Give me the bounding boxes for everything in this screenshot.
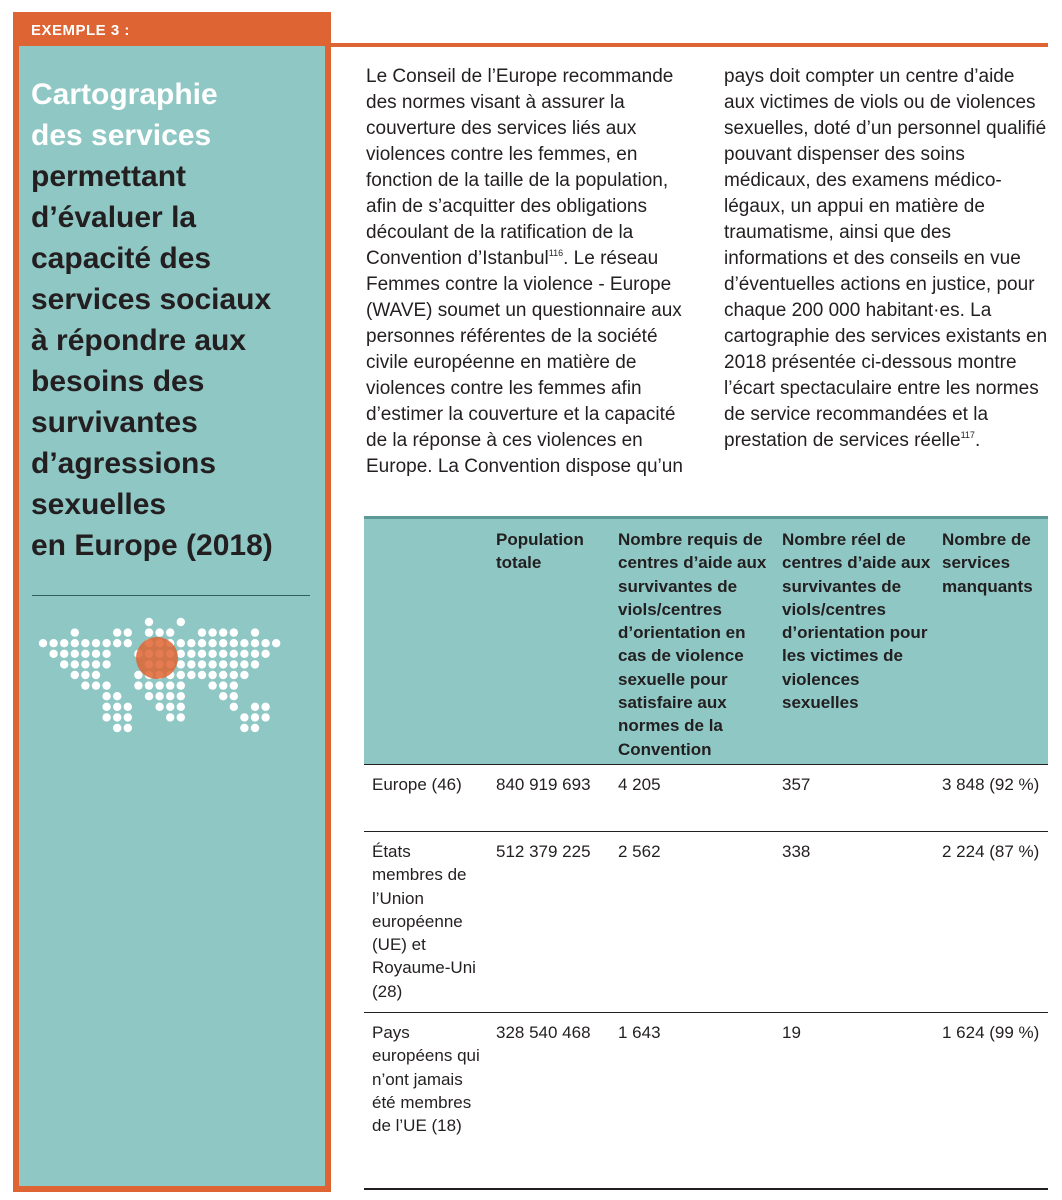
map-dot	[81, 660, 89, 668]
map-dot	[155, 628, 163, 636]
map-dot	[60, 639, 68, 647]
map-dot	[198, 660, 206, 668]
map-dot	[81, 671, 89, 679]
map-dot	[261, 703, 269, 711]
map-dot	[166, 692, 174, 700]
map-dot	[71, 671, 79, 679]
map-dot	[145, 628, 153, 636]
map-dot	[124, 713, 132, 721]
map-dot	[177, 618, 185, 626]
map-dot	[81, 639, 89, 647]
map-dot	[261, 639, 269, 647]
map-dot	[102, 703, 110, 711]
europe-highlight	[136, 637, 178, 679]
title-line: capacité des	[31, 242, 212, 275]
map-dot	[177, 660, 185, 668]
cell-required: 2 562	[618, 842, 661, 861]
map-dot	[251, 639, 259, 647]
map-dot	[113, 692, 121, 700]
map-dot	[39, 639, 47, 647]
body-text: . Le réseau Femmes contre la violence - Europe (WAVE) soumet un questionnaire aux personnes référentes de la société civile européenne en matière de violences contre les femmes afin d’estimer la couverture et la capacité de la réponse à ces violences en Europe. La Convention dispose qu’un	[366, 248, 683, 477]
map-dot	[208, 681, 216, 689]
cell-actual: 19	[782, 1023, 801, 1042]
map-dot	[102, 650, 110, 658]
map-dot	[251, 660, 259, 668]
cell-required: 4 205	[618, 775, 661, 794]
map-dot	[230, 660, 238, 668]
cell-population: 328 540 468	[496, 1023, 591, 1042]
map-dot	[230, 703, 238, 711]
map-dot	[251, 724, 259, 732]
cell-region: Europe (46)	[372, 775, 462, 794]
map-dot	[166, 713, 174, 721]
map-dot	[113, 713, 121, 721]
map-dot	[71, 650, 79, 658]
table-row	[364, 831, 1048, 1012]
map-dot	[251, 713, 259, 721]
map-dot	[187, 639, 195, 647]
map-dot	[145, 681, 153, 689]
map-dot	[113, 639, 121, 647]
map-dot	[230, 650, 238, 658]
map-dot	[49, 639, 57, 647]
map-dot	[240, 713, 248, 721]
body-text: Le Conseil de l’Europe recommande des normes visant à assurer la couverture des services liés aux violences contre les femmes, en fonction de la taille de la population, afin de s’acquitter des obligations découlant de la ratification de la Convention d’Istanbul	[366, 66, 674, 269]
map-dot	[187, 660, 195, 668]
map-dot	[251, 703, 259, 711]
map-dot	[177, 639, 185, 647]
map-dot	[177, 692, 185, 700]
map-dot	[92, 681, 100, 689]
map-dot	[71, 639, 79, 647]
example-tab	[13, 12, 331, 46]
map-dot	[230, 671, 238, 679]
map-dot	[251, 628, 259, 636]
example-tab-label: EXEMPLE 3 :	[31, 22, 130, 39]
title-line: besoins des	[31, 365, 205, 398]
title-line: d’évaluer la	[31, 201, 197, 234]
map-dot	[134, 671, 142, 679]
map-dot	[145, 618, 153, 626]
map-dot	[240, 724, 248, 732]
body-text: pays doit compter un centre d’aide aux victimes de viols ou de violences sexuelles, doté d’un personnel qualifié pouvant dispenser des soins médicaux, des examens médico-légaux, un appui en matière de traumatisme, ainsi que des informations et des conseils en vue d’éventuelles actions en justice, pour chaque 200 000 habitant·es. La cartographie des services existants en 2018 présentée ci-dessous montre l’écart spectaculaire entre les normes de service recommandées et la prestation de services réelle	[724, 66, 1048, 451]
title-line: des services	[31, 119, 212, 152]
map-dot	[113, 628, 121, 636]
sidebar-divider	[32, 595, 310, 596]
map-dot	[92, 639, 100, 647]
title-line: d’agressions	[31, 447, 217, 480]
map-dot	[177, 703, 185, 711]
map-dot	[102, 692, 110, 700]
cell-missing: 1 624 (99 %)	[942, 1023, 1040, 1042]
map-dot	[102, 681, 110, 689]
map-dot	[102, 660, 110, 668]
map-dot	[261, 713, 269, 721]
title-line: services sociaux	[31, 283, 272, 316]
map-dot	[240, 639, 248, 647]
map-dot	[166, 703, 174, 711]
map-dot	[49, 650, 57, 658]
map-dot	[208, 660, 216, 668]
map-dot	[155, 692, 163, 700]
title-line: à répondre aux	[31, 324, 247, 357]
map-dot	[71, 628, 79, 636]
map-dot	[92, 671, 100, 679]
map-dot	[208, 628, 216, 636]
title-line: survivantes	[31, 406, 198, 439]
header-population: Population totale	[496, 530, 584, 573]
footnote-ref[interactable]: 116	[548, 248, 564, 258]
map-dot	[102, 713, 110, 721]
map-dot	[230, 639, 238, 647]
header-required: Nombre requis de centres d’aide aux survivantes de viols/centres d’orientation en cas de violence sexuelle pour satisfaire aux normes de la Convention	[618, 530, 767, 759]
map-dot	[219, 660, 227, 668]
cell-region: États membres de l’Union européenne (UE) et Royaume-Uni (28)	[372, 842, 476, 1001]
map-dot	[177, 681, 185, 689]
map-dot	[230, 628, 238, 636]
header-actual: Nombre réel de centres d’aide aux survivantes de viols/centres d’orientation pour les victimes de violences sexuelles	[782, 530, 931, 713]
cell-region: Pays européens qui n’ont jamais été membres de l’UE (18)	[372, 1023, 480, 1136]
cell-actual: 338	[782, 842, 811, 861]
table-header	[364, 516, 1048, 764]
map-dot	[208, 639, 216, 647]
map-dot	[177, 671, 185, 679]
map-dot	[219, 650, 227, 658]
map-dot	[177, 713, 185, 721]
map-dot	[261, 650, 269, 658]
map-dot	[240, 671, 248, 679]
map-dot	[71, 660, 79, 668]
map-dot	[251, 650, 259, 658]
footnote-ref[interactable]: 117	[960, 430, 975, 440]
map-dot	[81, 650, 89, 658]
map-dot	[124, 724, 132, 732]
cell-missing: 3 848 (92 %)	[942, 775, 1040, 794]
sidebar-panel	[13, 46, 331, 1192]
sidebar-title	[31, 74, 316, 566]
map-dot	[198, 628, 206, 636]
map-dot	[208, 671, 216, 679]
map-dot	[92, 660, 100, 668]
cell-population: 512 379 225	[496, 842, 591, 861]
map-dot	[113, 724, 121, 732]
cell-population: 840 919 693	[496, 775, 591, 794]
map-dot	[230, 692, 238, 700]
title-line: sexuelles	[31, 488, 167, 521]
map-dot	[198, 639, 206, 647]
body-text: .	[974, 430, 981, 451]
map-dot	[102, 639, 110, 647]
map-dot	[187, 671, 195, 679]
map-dot	[240, 660, 248, 668]
map-dot	[219, 628, 227, 636]
services-table	[364, 516, 1048, 1191]
map-dot	[124, 628, 132, 636]
title-line: permettant	[31, 160, 187, 193]
map-dot	[198, 671, 206, 679]
map-dot	[155, 703, 163, 711]
map-dot	[155, 681, 163, 689]
map-dot	[113, 703, 121, 711]
map-dot	[145, 692, 153, 700]
map-dot	[81, 681, 89, 689]
map-dot	[92, 650, 100, 658]
map-dot	[187, 650, 195, 658]
map-dot	[166, 681, 174, 689]
map-dot	[166, 628, 174, 636]
table-row	[364, 1012, 1048, 1191]
table-row	[364, 764, 1048, 831]
world-dot-map-icon	[37, 616, 287, 746]
map-dot	[60, 660, 68, 668]
map-dot	[219, 671, 227, 679]
map-dot	[198, 650, 206, 658]
map-dot	[124, 639, 132, 647]
body-text-column-1	[366, 64, 696, 480]
map-dot	[124, 703, 132, 711]
top-orange-rule	[331, 43, 1048, 47]
map-dot	[134, 681, 142, 689]
map-dot	[219, 639, 227, 647]
cell-missing: 2 224 (87 %)	[942, 842, 1040, 861]
title-line: en Europe (2018)	[31, 529, 273, 562]
map-dot	[240, 650, 248, 658]
map-dot	[219, 681, 227, 689]
cell-actual: 357	[782, 775, 811, 794]
title-line: Cartographie	[31, 78, 218, 111]
map-dot	[230, 681, 238, 689]
header-missing: Nombre de services manquants	[942, 530, 1033, 596]
table-bottom-rule	[364, 1188, 1048, 1190]
map-dot	[272, 639, 280, 647]
map-dot	[208, 650, 216, 658]
map-dot	[219, 692, 227, 700]
cell-required: 1 643	[618, 1023, 661, 1042]
map-dot	[60, 650, 68, 658]
body-text-column-2	[724, 64, 1049, 454]
